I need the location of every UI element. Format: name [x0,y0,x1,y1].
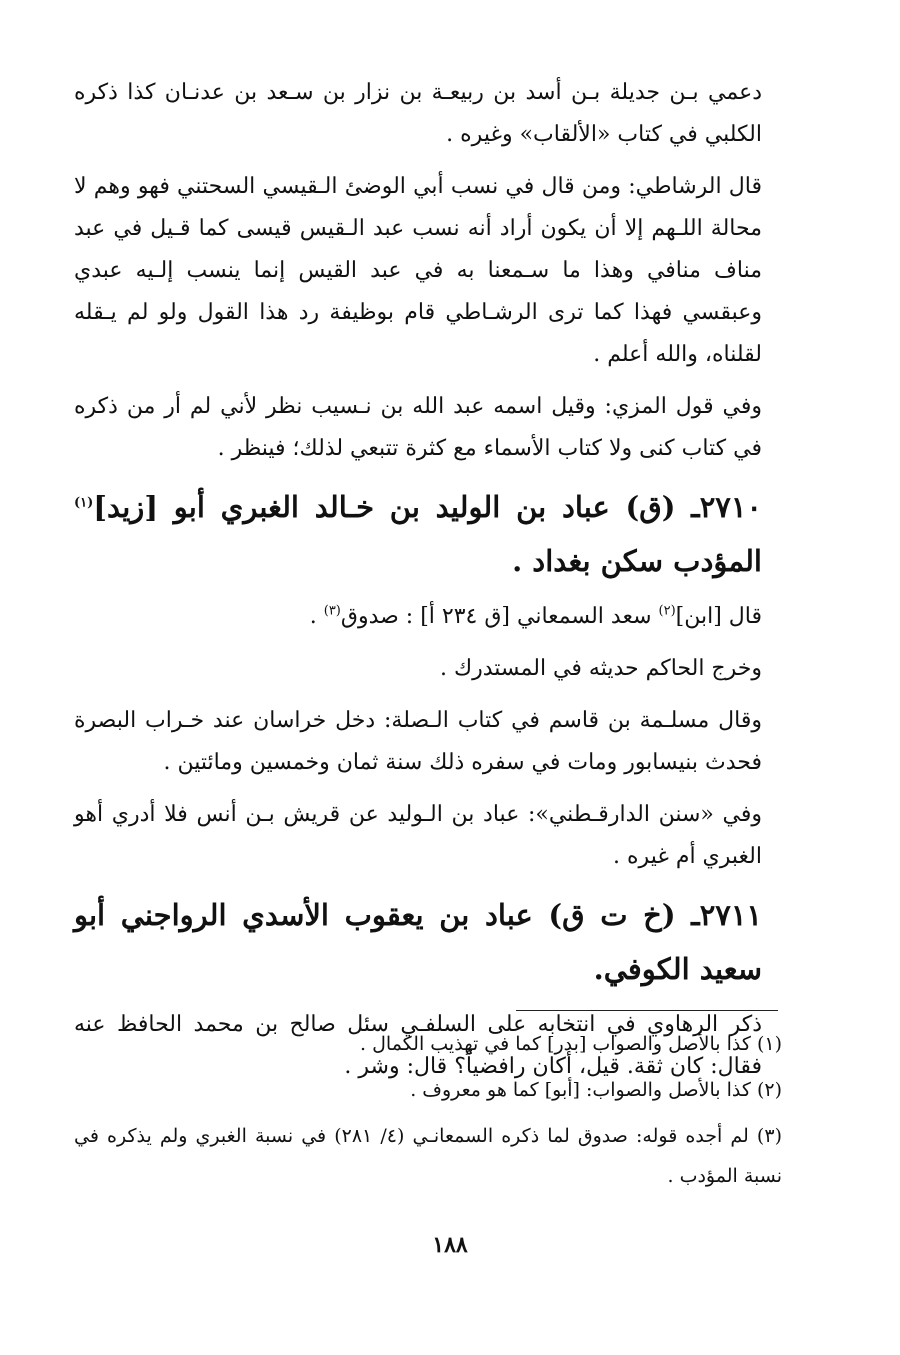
footnote-ref-1: (١) [74,495,94,511]
page-number: ١٨٨ [432,1232,468,1258]
footnote-3: (٣) لم أجده قوله: صدوق لما ذكره السمعانـي (٤/ ٢٨١) في نسبة الغبري ولم يذكره في نسبة المؤدب . [74,1125,782,1187]
paragraph-1: دعمي بـن جديلة بـن أسد بن ربيعـة بن نزار بن سـعد بن عدنـان كذا ذكره الكلبي في كتاب «الألقاب» وغيره . [74,80,762,147]
paragraph-maslama: وقال مسلـمة بن قاسم في كتاب الـصلة: دخل خراسان عند خـراب البصرة فحدث بنيسابور ومات في سفره ذلك سنة ثمان وخمسين ومائتين . [74,708,762,775]
paragraph-samani [74,596,762,638]
main-text [74,72,762,1098]
paragraph-mizzi: وفي قول المزي: وقيل اسمه عبد الله بن نـسيب نظر لأني لم أر من ذكره في كتاب كنى ولا كتاب الأسماء مع كثرة تتبعي لذلك؛ فينظر . [74,394,762,461]
footnote-1: (١) كذا بالأصل والصواب [بدر] كما في تهذيب الكمال . [360,1033,782,1055]
footnotes [74,1024,782,1202]
samani-text-c: . [309,604,324,629]
paragraph-ruhawi: ذكر الرهاوي في انتخابه على السلفـي سئل صالح بن محمد الحافظ عنه فقال: كان ثقة. قيل، أكان رافضياً؟ قال: وشر . [74,1012,762,1079]
footnote-2: (٢) كذا بالأصل والصواب: [أبو] كما هو معروف . [410,1079,782,1101]
footnote-ref-3: (٣) [323,603,341,619]
entry-heading-2710-rest: المؤدب سكن بغداد . [512,544,762,578]
footnote-divider [516,1010,778,1011]
paragraph-hakim: وخرج الحاكم حديثه في المستدرك . [439,656,762,681]
samani-text-b: سعد السمعاني [ق ٢٣٤ أ] : صدوق [340,604,659,629]
footnote-ref-2: (٢) [658,603,676,619]
paragraph-rashati: قال الرشاطي: ومن قال في نسب أبي الوضئ الـقيسي السحتني فهو وهم لا محالة اللـهم إلا أن يكون أراد أنه نسب عبد الـقيس قيسى كما قـيل في عبد مناف منافي وهذا ما سـمعنا به في عبد القيس إنما ينسب إلـيه عبدي وعبقسي فهذا كما ترى الرشـاطي قام بوظيفة رد هذا القول ولو لم يـقله لقلناه، والله أعلم . [74,174,762,367]
paragraph-daraqutni: وفي «سنن الدارقـطني»: عباد بن الـوليد عن قريش بـن أنس فلا أدري أهو الغبري أم غيره . [74,802,762,869]
entry-heading-2710 [74,480,762,588]
entry-heading-2711: ٢٧١١ـ (خ ت ق) عباد بن يعقوب الأسدي الرواجني أبو سعيد الكوفي. [74,898,762,986]
samani-text-a: قال [ابن] [675,604,762,629]
entry-heading-2710-text: ٢٧١٠ـ (ق) عباد بن الوليد بن خـالد الغبري أبو [زيد] [93,490,762,524]
